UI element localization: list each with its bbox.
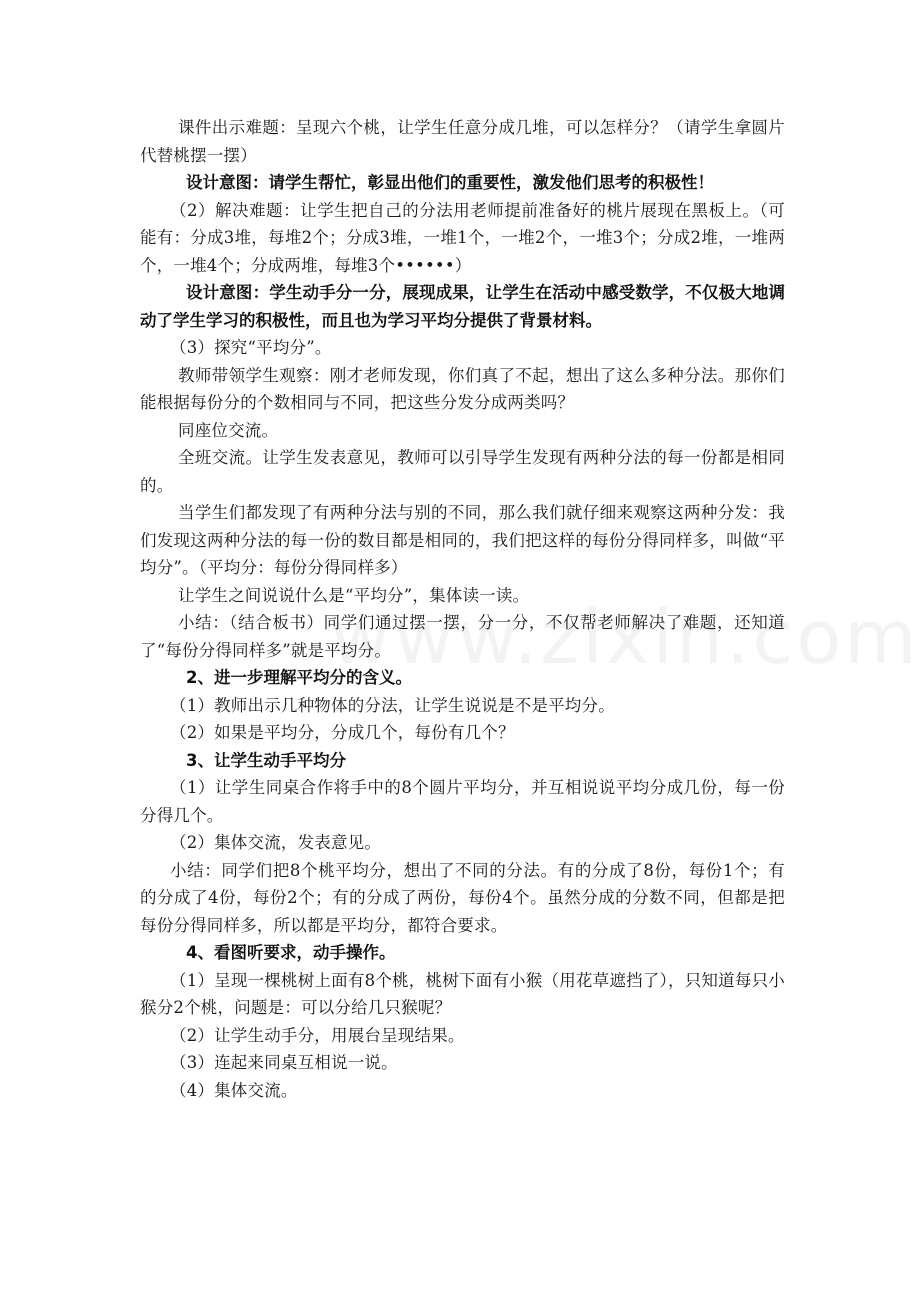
design-intent-paragraph: 设计意图：学生动手分一分，展现成果，让学生在活动中感受数学，不仅极大地调动了学生学习的积极性，而且也为学习平均分提供了背景材料。 bbox=[140, 283, 785, 330]
body-paragraph: （2）集体交流，发表意见。 bbox=[170, 833, 382, 852]
document-body bbox=[140, 114, 785, 1104]
body-paragraph: 小结：同学们把8个桃平均分，想出了不同的分法。有的分成了8份，每份1个；有的分成了4份，每份2个；有的分成了两份，每份4个。虽然分成的分数不同，但都是把每份分得同样多，所以都是平均分，都符合要求。 bbox=[140, 860, 785, 935]
design-intent-paragraph: 设计意图：请学生帮忙，彰显出他们的重要性，激发他们思考的积极性！ bbox=[186, 173, 714, 192]
body-paragraph: 同座位交流。 bbox=[178, 420, 279, 440]
body-paragraph: 课件出示难题：呈现六个桃，让学生任意分成几堆，可以怎样分？（请学生拿圆片代替桃摆一摆） bbox=[140, 118, 785, 165]
body-paragraph: （1）教师出示几种物体的分法，让学生说说是不是平均分。 bbox=[170, 695, 615, 715]
body-paragraph: （2）让学生动手分，用展台呈现结果。 bbox=[170, 1025, 465, 1045]
body-paragraph: （3）连起来同桌互相说一说。 bbox=[170, 1053, 398, 1072]
body-paragraph: （1）呈现一棵桃树上面有8个桃，桃树下面有小猴（用花草遮挡了），只知道每只小猴分2个桃，问题是：可以分给几只猴呢？ bbox=[140, 970, 785, 1017]
body-paragraph: 小结：（结合板书）同学们通过摆一摆，分一分，不仅帮老师解决了难题，还知道了“每份分得同样多”就是平均分。 bbox=[140, 613, 785, 660]
body-paragraph: 当学生们都发现了有两种分法与别的不同，那么我们就仔细来观察这两种分发：我们发现这两种分法的每一份的数目都是相同的，我们把这样的每份分得同样多，叫做“平均分”。（平均分：每份分得同样多） bbox=[140, 503, 785, 577]
body-paragraph: 让学生之间说说什么是“平均分”，集体读一读。 bbox=[178, 585, 530, 605]
body-paragraph: （4）集体交流。 bbox=[170, 1080, 298, 1100]
body-paragraph: 全班交流。让学生发表意见，教师可以引导学生发现有两种分法的每一份都是相同的。 bbox=[140, 448, 785, 495]
body-paragraph: 教师带领学生观察：刚才老师发现，你们真了不起，想出了这么多种分法。那你们能根据每份分的个数相同与不同，把这些分发分成两类吗？ bbox=[140, 365, 785, 412]
body-paragraph: （2）如果是平均分，分成几个，每份有几个？ bbox=[170, 723, 515, 742]
body-paragraph: （1）让学生同桌合作将手中的8个圆片平均分，并互相说说平均分成几份，每一份分得几个。 bbox=[140, 778, 785, 825]
design-intent-paragraph: 3、让学生动手平均分 bbox=[186, 750, 346, 770]
design-intent-paragraph: 2、进一步理解平均分的含义。 bbox=[186, 668, 412, 687]
body-paragraph: （3）探究“平均分”。 bbox=[170, 338, 332, 357]
design-intent-paragraph: 4、看图听要求，动手操作。 bbox=[186, 943, 396, 962]
body-paragraph: （2）解决难题：让学生把自己的分法用老师提前准备好的桃片展现在黑板上。（可能有：分成3堆，每堆2个；分成3堆，一堆1个，一堆2个，一堆3个；分成2堆，一堆两个，一堆4个；分成两堆，每堆3个••••••） bbox=[140, 200, 785, 275]
